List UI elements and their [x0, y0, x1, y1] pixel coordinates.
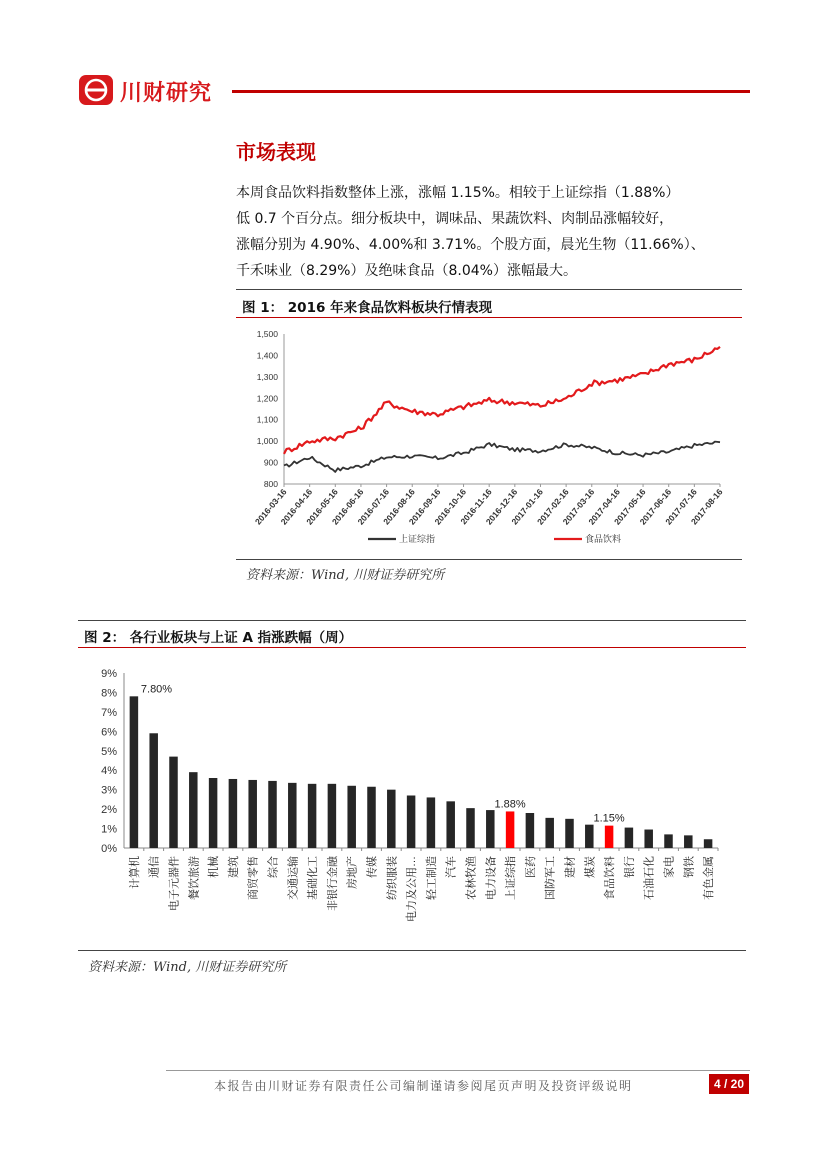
- y-tick-label: 2%: [101, 804, 117, 817]
- data-label: 7.80%: [140, 683, 173, 696]
- figure1-source: 资料来源：Wind, 川财证券研究所: [246, 568, 445, 583]
- x-tick-label: 基础化工: [307, 856, 320, 900]
- x-tick-label: 非银行金融: [326, 856, 339, 911]
- x-tick-label: 2016-05-16: [304, 486, 340, 527]
- x-tick-label: 2016-09-16: [406, 486, 443, 527]
- figure1-bottom-rule: [236, 559, 742, 560]
- bar: [585, 825, 594, 848]
- series-line-shanghai: [284, 442, 720, 472]
- section-title: 市场表现: [236, 140, 316, 164]
- x-tick-label: 建筑: [227, 856, 240, 878]
- figure2-bar-chart: [78, 655, 746, 947]
- data-label: 1.15%: [593, 812, 625, 825]
- series-line-food-beverage: [284, 347, 720, 454]
- x-tick-label: 2016-11-16: [458, 486, 494, 527]
- brand-logo-icon: [78, 74, 114, 106]
- y-tick-label: 7%: [101, 706, 117, 719]
- x-tick-label: 机械: [208, 856, 221, 878]
- bar: [229, 779, 238, 848]
- y-tick-label: 1,300: [256, 371, 278, 382]
- footer-rule: [166, 1070, 750, 1071]
- x-tick-label: 2017-01-16: [509, 486, 546, 527]
- data-label: 1.88%: [494, 798, 526, 811]
- x-tick-label: 2016-08-16: [381, 486, 417, 527]
- y-tick-label: 1,000: [256, 436, 278, 447]
- page-number-badge: 4 / 20: [709, 1074, 749, 1094]
- x-tick-label: 通信: [148, 856, 161, 878]
- x-tick-label: 2017-02-16: [535, 486, 571, 527]
- x-tick-label: 电力及公用…: [406, 856, 419, 922]
- bar: [446, 801, 455, 848]
- bar: [427, 797, 436, 848]
- bar: [605, 826, 614, 848]
- y-tick-label: 1,100: [256, 414, 278, 425]
- bar: [407, 796, 416, 849]
- bar: [308, 784, 317, 848]
- bar: [367, 787, 376, 848]
- figure1-top-rule: [236, 289, 742, 290]
- x-tick-label: 2016-04-16: [278, 486, 315, 527]
- x-tick-label: 传媒: [366, 856, 379, 878]
- paragraph-line: 涨幅分别为 4.90%、4.00%和 3.71%。个股方面，晨光生物（11.66%）、: [236, 237, 705, 253]
- x-tick-label: 2016-06-16: [329, 486, 366, 527]
- bar: [565, 819, 574, 848]
- paragraph-line: 低 0.7 个百分点。细分板块中，调味品、果蔬饮料、肉制品涨幅较好，: [236, 211, 674, 227]
- x-tick-label: 2017-06-16: [637, 486, 674, 527]
- y-tick-label: 6%: [101, 726, 117, 739]
- figure2-top-rule: [78, 620, 746, 621]
- bar: [644, 830, 653, 848]
- bar: [347, 786, 356, 848]
- paragraph-line: 本周食品饮料指数整体上涨，涨幅 1.15%。相较于上证综指（1.88%）: [236, 185, 680, 201]
- x-tick-label: 汽车: [445, 856, 458, 878]
- y-tick-label: 3%: [101, 784, 117, 797]
- bar: [288, 783, 297, 848]
- x-tick-label: 有色金属: [703, 856, 716, 900]
- figure2-title: 图 2： 各行业板块与上证 A 指涨跌幅（周）: [84, 630, 353, 646]
- figure2-title-rule: [78, 647, 746, 648]
- bar: [130, 696, 139, 848]
- footer-disclaimer: 本报告由川财证券有限责任公司编制谨请参阅尾页声明及投资评级说明: [214, 1079, 633, 1093]
- bar: [387, 790, 396, 848]
- x-tick-label: 2016-03-16: [252, 486, 289, 527]
- bar: [526, 813, 535, 848]
- bar: [704, 839, 713, 848]
- bar: [466, 808, 475, 848]
- x-tick-label: 银行: [623, 856, 636, 878]
- x-tick-label: 商贸零售: [247, 856, 260, 900]
- y-tick-label: 5%: [101, 745, 117, 758]
- x-tick-label: 钢铁: [683, 856, 696, 878]
- x-tick-label: 2016-10-16: [432, 486, 469, 527]
- bar: [189, 772, 198, 848]
- x-tick-label: 2016-07-16: [355, 486, 392, 527]
- summary-paragraph: [236, 180, 748, 284]
- bar: [545, 818, 554, 848]
- y-tick-label: 4%: [101, 765, 117, 778]
- legend-label-shanghai: 上证综指: [399, 534, 436, 544]
- y-tick-label: 0%: [101, 843, 117, 855]
- y-tick-label: 1%: [101, 823, 117, 836]
- x-tick-label: 计算机: [128, 856, 141, 889]
- bar: [268, 781, 277, 848]
- x-tick-label: 电子元器件: [168, 856, 181, 911]
- bar: [486, 810, 495, 848]
- y-tick-label: 1,200: [256, 393, 278, 404]
- x-tick-label: 2017-03-16: [560, 486, 597, 527]
- x-tick-label: 轻工制造: [425, 856, 438, 900]
- header-rule: [232, 90, 750, 93]
- figure1-line-chart: [236, 322, 742, 558]
- figure1-title-rule: [236, 317, 742, 318]
- y-tick-label: 900: [263, 457, 278, 468]
- bar: [149, 733, 158, 848]
- y-tick-label: 800: [263, 479, 278, 489]
- bar: [625, 828, 634, 848]
- x-tick-label: 2016-12-16: [483, 486, 520, 527]
- x-tick-label: 国防军工: [544, 856, 557, 900]
- bar: [169, 757, 178, 848]
- x-tick-label: 建材: [564, 856, 577, 878]
- x-tick-label: 房地产: [346, 856, 359, 889]
- bar: [248, 780, 257, 848]
- y-tick-label: 8%: [101, 687, 117, 700]
- x-tick-label: 交通运输: [287, 856, 300, 900]
- legend-label-food-beverage: 食品饮料: [585, 534, 622, 544]
- bar: [664, 834, 673, 848]
- x-tick-label: 上证综指: [505, 856, 518, 900]
- x-tick-label: 食品饮料: [604, 856, 617, 900]
- y-tick-label: 9%: [101, 668, 117, 680]
- bar: [328, 784, 337, 848]
- x-tick-label: 电力设备: [485, 856, 498, 900]
- x-tick-label: 2017-04-16: [586, 486, 622, 527]
- x-tick-label: 2017-08-16: [688, 486, 725, 527]
- figure2-bottom-rule: [78, 950, 746, 951]
- bar: [684, 835, 693, 848]
- paragraph-line: 千禾味业（8.29%）及绝味食品（8.04%）涨幅最大。: [236, 263, 577, 279]
- x-tick-label: 餐饮旅游: [188, 856, 201, 900]
- bar: [506, 811, 514, 848]
- x-tick-label: 煤炭: [584, 856, 597, 878]
- x-tick-label: 农林牧渔: [465, 856, 478, 900]
- figure2-source: 资料来源：Wind, 川财证券研究所: [88, 960, 287, 975]
- x-tick-label: 2017-05-16: [611, 486, 648, 527]
- x-tick-label: 医药: [524, 856, 537, 878]
- y-tick-label: 1,500: [256, 329, 278, 339]
- x-tick-label: 综合: [267, 856, 280, 878]
- x-tick-label: 2017-07-16: [663, 486, 699, 527]
- brand-name: 川财研究: [120, 81, 213, 106]
- x-tick-label: 石油石化: [643, 856, 656, 900]
- x-tick-label: 纺织服装: [386, 856, 399, 900]
- bar: [209, 778, 218, 848]
- y-tick-label: 1,400: [256, 350, 278, 361]
- x-tick-label: 家电: [663, 856, 676, 878]
- figure1-title: 图 1： 2016 年来食品饮料板块行情表现: [242, 300, 493, 316]
